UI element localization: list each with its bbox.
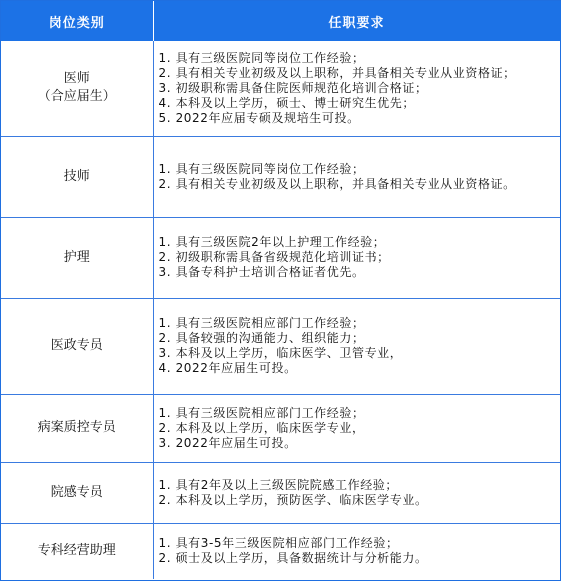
requirement-item: 3. 2022年应届生可投。 [158,435,297,450]
position-name: 医师 [63,71,90,87]
requirement-item: 3. 具备专科护士培训合格证者优先。 [158,265,365,279]
position-cell [1,136,153,217]
requirements-cell [153,217,560,298]
requirement-item: 2. 本科及以上学历，临床医学专业， [158,420,365,435]
requirement-item: 2. 具有相关专业初级及以上职称，并具备相关专业从业资格证。 [158,176,516,191]
requirements-table [1,1,561,579]
table-header-row [1,1,560,41]
position-cell [1,394,153,462]
requirement-item: 5. 2022年应届专硕及规培生可投。 [158,110,360,125]
position-cell [1,523,153,579]
requirement-item: 2. 具备较强的沟通能力、组织能力； [158,331,365,345]
requirements-cell [153,136,560,217]
requirement-item: 1. 具有2年及以上三级医院院感工作经验； [158,477,398,492]
header-position-category: 岗位类别 [1,1,153,41]
header-requirements: 任职要求 [153,1,560,41]
requirements-cell [153,523,560,579]
requirement-item: 2. 硕士及以上学历，具备数据统计与分析能力。 [158,551,428,566]
requirement-item: 4. 本科及以上学历，硕士、博士研究生优先； [158,95,415,110]
requirement-item: 2. 具有相关专业初级及以上职称，并具备相关专业从业资格证； [158,65,516,80]
requirement-item: 2. 本科及以上学历，预防医学、临床医学专业。 [158,492,428,507]
requirement-item: 1. 具有三级医院同等岗位工作经验； [158,161,365,176]
table-row-technician [1,136,560,217]
requirement-item: 2. 初级职称需具备省级规范化培训证书； [158,250,390,264]
position-cell [1,298,153,394]
requirement-item: 1. 具有三级医院2年以上护理工作经验； [158,235,386,249]
table-row-specialty-operations [1,523,560,579]
position-name: 病案质控专员 [37,420,116,435]
position-cell [1,217,153,298]
table-row-infection-control [1,462,560,523]
position-name: 院感专员 [50,484,103,500]
requirement-item: 1. 具有3-5年三级医院相应部门工作经验； [158,536,399,551]
table-row-physician [1,41,560,136]
position-name: 专科经营助理 [37,543,116,559]
table-row-case-qc [1,394,560,462]
position-name: 护理 [63,249,90,265]
requirement-item: 3. 初级职称需具备住院医师规范化培训合格证； [158,80,428,95]
requirement-item: 3. 本科及以上学历，临床医学、卫管专业， [158,346,403,360]
position-name: 技师 [63,168,90,184]
requirement-item: 4. 2022年应届生可投。 [158,361,297,375]
requirements-cell [153,462,560,523]
position-note: （合应届生） [37,89,116,105]
table-row-medical-affairs [1,298,560,394]
requirements-cell [153,298,560,394]
position-cell [1,41,153,136]
position-name: 医政专员 [50,338,103,353]
position-cell [1,462,153,523]
requirement-item: 1. 具有三级医院相应部门工作经验； [158,316,365,330]
table-row-nursing [1,217,560,298]
requirement-item: 1. 具有三级医院相应部门工作经验； [158,405,365,420]
requirements-cell [153,41,560,136]
requirements-cell [153,394,560,462]
requirement-item: 1. 具有三级医院同等岗位工作经验； [158,50,365,65]
